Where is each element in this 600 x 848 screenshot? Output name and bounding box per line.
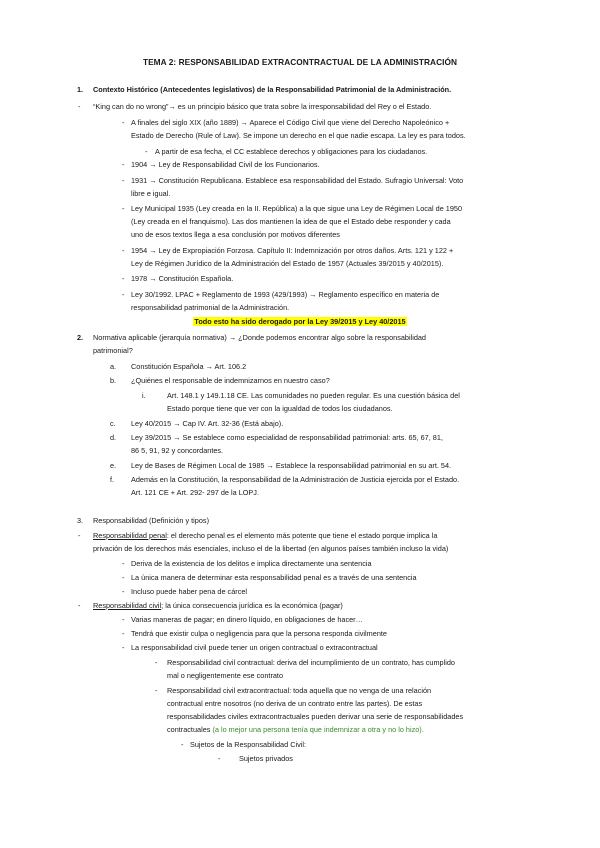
section-1-number: 1. — [77, 85, 84, 94]
list-marker-b: b. — [110, 376, 117, 385]
list-marker-e: e. — [110, 461, 117, 470]
penal-definition-line2: privación de los derechos más esenciales, incluso el de la libertad (en algunos países también incluso la vida) — [93, 544, 449, 553]
list-item-1935-line2: (Ley creada en el franquismo). Las dos mantienen la idea de que el Estado debe responder y cada — [131, 217, 451, 226]
bullet-dash: - — [122, 629, 125, 638]
list-marker-f: f. — [110, 475, 115, 484]
section-1-heading: Contexto Histórico (Antecedentes legislativos) de la Responsabilidad Patrimonial de la Administración. — [93, 85, 452, 94]
list-marker-c: c. — [110, 419, 116, 428]
list-item-1954-line2: Ley de Régimen Jurídico de la Administración del Estado de 1957 (Actuales 39/2015 y 40/2015). — [131, 259, 444, 268]
section-2-heading-line1: Normativa aplicable (jerarquía normativa) → ¿Donde podemos encontrar algo sobre la responsabilidad — [93, 333, 426, 342]
list-item-1931-line1: 1931 → Constitución Republicana. Establece esa responsabilidad del Estado. Sufragio Universal: Voto — [131, 176, 464, 185]
bullet-dash: - — [155, 658, 158, 667]
list-item-1904: 1904 → Ley de Responsabilidad Civil de los Funcionarios. — [131, 160, 320, 169]
bullet-dash: - — [122, 559, 125, 568]
list-item-e: Ley de Bases de Régimen Local de 1985 → Establece la responsabilidad patrimonial en su art. 54. — [131, 461, 452, 470]
page-title: TEMA 2: RESPONSABILIDAD EXTRACONTRACTUAL DE LA ADMINISTRACIÓN — [142, 57, 458, 67]
sujetos-heading: Sujetos de la Responsabilidad Civil: — [190, 740, 307, 749]
list-item-1992-line1: Ley 30/1992. LPAC + Reglamento de 1993 (429/1993) → Reglamento específico en materia de — [131, 290, 440, 299]
list-subitem-cc: A partir de esa fecha, el CC establece derechos y obligaciones para los ciudadanos. — [155, 147, 428, 156]
list-item-1978: 1978 → Constitución Española. — [131, 274, 234, 283]
list-item-i-line1: Art. 148.1 y 149.1.18 CE. Las comunidades no pueden regular. Es una cuestión básica del — [167, 391, 460, 400]
bullet-dash: - — [78, 102, 81, 111]
bullet-dash: - — [122, 643, 125, 652]
list-marker-i: i. — [142, 391, 146, 400]
list-item-1889-line2: Estado de Derecho (Rule of Law). Se impone un derecho en el que nadie escapa. La ley es para todos. — [131, 131, 466, 140]
penal-definition-line1 — [93, 531, 437, 541]
list-marker-d: d. — [110, 433, 117, 442]
bullet-dash: - — [122, 290, 125, 299]
penal-label: Responsabilidad penal — [93, 531, 167, 540]
civil-text: ; la única consecuencia jurídica es la económica (pagar) — [161, 601, 343, 610]
bullet-dash: - — [122, 204, 125, 213]
list-item-d-line1: Ley 39/2015 → Se establece como especialidad de responsabilidad patrimonial: arts. 65, 67, 81, — [131, 433, 443, 442]
contractual-line2: mal o negligentemente ese contrato — [167, 671, 284, 680]
extracontractual-line1: Responsabilidad civil extracontractual: toda aquella que no venga de una relación — [167, 686, 432, 695]
bullet-dash: - — [145, 147, 148, 156]
penal-item-3: Incluso puede haber pena de cárcel — [131, 587, 248, 596]
bullet-dash: - — [122, 160, 125, 169]
list-item-1889-line1: A finales del siglo XIX (año 1889) → Aparece el Código Civil que viene del Derecho Napoleónico + — [131, 118, 450, 127]
civil-item-3: La responsabilidad civil puede tener un origen contractual o extracontractual — [131, 643, 378, 652]
bullet-dash: - — [122, 274, 125, 283]
penal-item-1: Deriva de la existencia de los delitos e implica directamente una sentencia — [131, 559, 372, 568]
bullet-dash: - — [155, 686, 158, 695]
extracontractual-text: contractuales — [167, 725, 213, 734]
list-item-1935-line3: uno de esos textos llega a esa conclusión por motivos diferentes — [131, 230, 340, 239]
contractual-line1: Responsabilidad civil contractual: deriva del incumplimiento de un contrato, has cumplido — [167, 658, 455, 667]
list-item-f-line1: Además en la Constitución, la responsabilidad de la Administración de Justicia ejercida por el Estado. — [131, 475, 460, 484]
civil-definition — [93, 601, 343, 611]
green-note: (a lo mejor una persona tenía que indemnizar a otra y no lo hizo). — [212, 725, 424, 734]
list-item-d-line2: 86 5, 91, 92 y concordantes. — [131, 446, 224, 455]
extracontractual-line2: contractual entre nosotros (no deriva de un contrato entre las partes). De estas — [167, 699, 423, 708]
penal-item-2: La única manera de determinar esta responsabilidad penal es a través de una sentencia — [131, 573, 417, 582]
extracontractual-line4 — [167, 725, 424, 735]
sujetos-privados: Sujetos privados — [239, 754, 293, 763]
section-2-heading-line2: patrimonial? — [93, 346, 133, 355]
section-3-heading: Responsabilidad (Definición y tipos) — [93, 516, 209, 525]
list-item-1935-line1: Ley Municipal 1935 (Ley creada en la II. República) a la que sigue una Ley de Régimen Local de 1950 — [131, 204, 463, 213]
bullet-dash: - — [78, 601, 81, 610]
bullet-dash: - — [122, 587, 125, 596]
bullet-dash: - — [122, 176, 125, 185]
list-marker-a: a. — [110, 362, 117, 371]
list-item-1992-line2: responsabilidad patrimonial de la Administración. — [131, 303, 290, 312]
bullet-dash: - — [218, 754, 221, 763]
civil-label: Responsabilidad civil — [93, 601, 162, 610]
list-item-1931-line2: libre e igual. — [131, 189, 171, 198]
list-item-1954-line1: 1954 → Ley de Expropiación Forzosa. Capítulo II: Indemnización por otros daños. Arts. 121 y 122 + — [131, 246, 454, 255]
derogation-note — [0, 317, 600, 327]
list-item-b: ¿Quiénes el responsable de indemnizarnos en nuestro caso? — [131, 376, 330, 385]
bullet-dash: - — [122, 615, 125, 624]
highlighted-text: Todo esto ha sido derogado por la Ley 39/2015 y Ley 40/2015 — [194, 317, 406, 326]
section-2-number: 2. — [77, 333, 84, 342]
bullet-dash: - — [122, 573, 125, 582]
bullet-dash: - — [122, 246, 125, 255]
civil-item-2: Tendrá que existir culpa o negligencia para que la persona responda civilmente — [131, 629, 387, 638]
section-3-number: 3. — [77, 516, 84, 525]
list-item-f-line2: Art. 121 CE + Art. 292- 297 de la LOPJ. — [131, 488, 259, 497]
list-item-a: Constitución Española → Art. 106.2 — [131, 362, 247, 371]
list-item-i-line2: Estado porque tiene que ver con la igualdad de todos los ciudadanos. — [167, 404, 393, 413]
civil-item-1: Varias maneras de pagar; en dinero líquido, en obligaciones de hacer… — [131, 615, 363, 624]
list-item-c: Ley 40/2015 → Cap IV. Art. 32-36 (Está abajo). — [131, 419, 284, 428]
bullet-dash: - — [181, 740, 184, 749]
bullet-dash: - — [78, 531, 81, 540]
king-principle-text: “King can do no wrong”→ es un principio básico que trata sobre la irresponsabilidad del Rey o el Estado. — [93, 102, 432, 111]
bullet-dash: - — [122, 118, 125, 127]
penal-text: : el derecho penal es el elemento más potente que tiene el estado porque implica la — [166, 531, 438, 540]
extracontractual-line3: responsabilidades civiles extracontractuales pueden derivar una serie de responsabilidades — [167, 712, 464, 721]
